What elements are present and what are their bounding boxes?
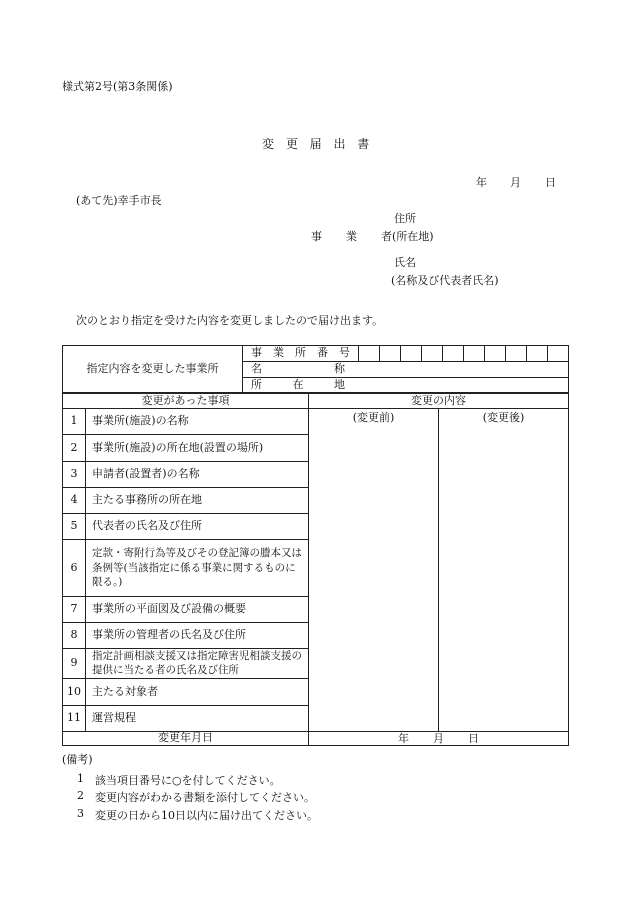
remark-text-2: 変更内容がわかる書類を添付してください。 (95, 791, 315, 804)
office-number-box-4[interactable] (422, 346, 443, 362)
office-name-char-2: 称 (334, 362, 345, 376)
office-number-char-3: 所 (295, 346, 306, 360)
change-date-month: 月 (433, 732, 445, 746)
item-text-8: 事業所の管理者の氏名及び住所 (86, 622, 309, 648)
item-text-9: 指定計画相談支援又は指定障害児相談支援の提供に当たる者の氏名及び住所 (86, 649, 309, 679)
office-number-box-5[interactable] (443, 346, 464, 362)
addressee: (あて先)幸手市長 (76, 194, 162, 207)
remarks-heading: (備考) (62, 753, 93, 766)
remark-no-3: 3 (77, 807, 84, 820)
change-table (62, 393, 569, 746)
item-no-11[interactable]: 11 (63, 705, 86, 731)
item-no-10[interactable]: 10 (63, 679, 86, 705)
item-text-7: 事業所の平面図及び設備の概要 (86, 596, 309, 622)
item-no-8[interactable]: 8 (63, 622, 86, 648)
after-content-cell[interactable] (439, 409, 569, 732)
office-label: 指定内容を変更した事業所 (86, 361, 219, 375)
item-no-5[interactable]: 5 (63, 514, 86, 540)
office-number-box-7[interactable] (485, 346, 506, 362)
item-no-3[interactable]: 3 (63, 461, 86, 487)
after-label: (変更後) (482, 411, 525, 425)
change-date-day: 日 (468, 732, 480, 746)
office-number-char-5: 号 (339, 346, 350, 360)
name-note: (名称及び代表者氏名) (391, 274, 499, 287)
office-name-row[interactable] (243, 362, 569, 377)
office-number-char-1: 事 (251, 346, 262, 360)
item-no-2[interactable]: 2 (63, 435, 86, 461)
form-number: 様式第2号(第3条関係) (62, 80, 173, 93)
page-title: 変 更 届 出 書 (262, 137, 374, 151)
office-number-box-1[interactable] (359, 346, 380, 362)
remark-text-1: 該当項目番号に○を付してください。 (95, 774, 281, 787)
items-header: 変更があった事項 (63, 394, 309, 409)
item-text-1: 事業所(施設)の名称 (86, 409, 309, 435)
office-location-char-1: 所 (251, 377, 262, 391)
office-number-box-9[interactable] (527, 346, 548, 362)
remark-no-1: 1 (77, 772, 84, 785)
office-number-box-6[interactable] (464, 346, 485, 362)
statement-text: 次のとおり指定を受けた内容を変更しましたので届け出ます。 (76, 314, 384, 327)
before-label: (変更前) (352, 411, 395, 425)
office-number-char-2: 業 (273, 346, 284, 360)
item-text-6: 定款・寄附行為等及びその登記簿の謄本又は条例等(当該指定に係る事業に関するものに限る。) (86, 540, 309, 596)
remark-no-2: 2 (77, 789, 84, 802)
office-label-cell (63, 346, 243, 393)
item-text-2: 事業所(施設)の所在地(設置の場所) (86, 435, 309, 461)
date-day-label: 日 (545, 176, 556, 189)
change-date-year: 年 (398, 732, 410, 746)
item-text-10: 主たる対象者 (86, 679, 309, 705)
content-header: 変更の内容 (309, 394, 569, 409)
office-number-char-4: 番 (317, 346, 328, 360)
office-name-char-1: 名 (251, 362, 262, 376)
item-no-6[interactable]: 6 (63, 540, 86, 596)
item-text-5: 代表者の氏名及び住所 (86, 514, 309, 540)
office-location-row[interactable] (243, 377, 569, 392)
change-date-field[interactable] (309, 731, 569, 745)
item-text-3: 申請者(設置者)の名称 (86, 461, 309, 487)
address-label: 住所 (394, 212, 416, 225)
office-location-char-3: 地 (334, 377, 345, 391)
item-no-4[interactable]: 4 (63, 487, 86, 513)
role-label-2: 業 (346, 230, 357, 243)
office-number-box-3[interactable] (401, 346, 422, 362)
office-number-label-cell (243, 346, 359, 362)
item-no-1[interactable]: 1 (63, 409, 86, 435)
item-no-7[interactable]: 7 (63, 596, 86, 622)
role-label-1: 事 (311, 230, 322, 243)
date-year-label: 年 (476, 176, 487, 189)
office-location-char-2: 在 (292, 377, 304, 391)
before-content-cell[interactable] (309, 409, 439, 732)
office-number-box-2[interactable] (380, 346, 401, 362)
office-number-box-10[interactable] (548, 346, 569, 362)
date-month-label: 月 (510, 176, 521, 189)
office-table (62, 345, 569, 393)
item-text-11: 運営規程 (86, 705, 309, 731)
office-number-box-8[interactable] (506, 346, 527, 362)
item-no-9[interactable]: 9 (63, 649, 86, 679)
role-label-3: 者(所在地) (381, 230, 434, 243)
change-date-label: 変更年月日 (63, 731, 309, 745)
remark-text-3: 変更の日から10日以内に届け出てください。 (95, 809, 318, 822)
item-text-4: 主たる事務所の所在地 (86, 487, 309, 513)
name-label: 氏名 (394, 256, 416, 269)
